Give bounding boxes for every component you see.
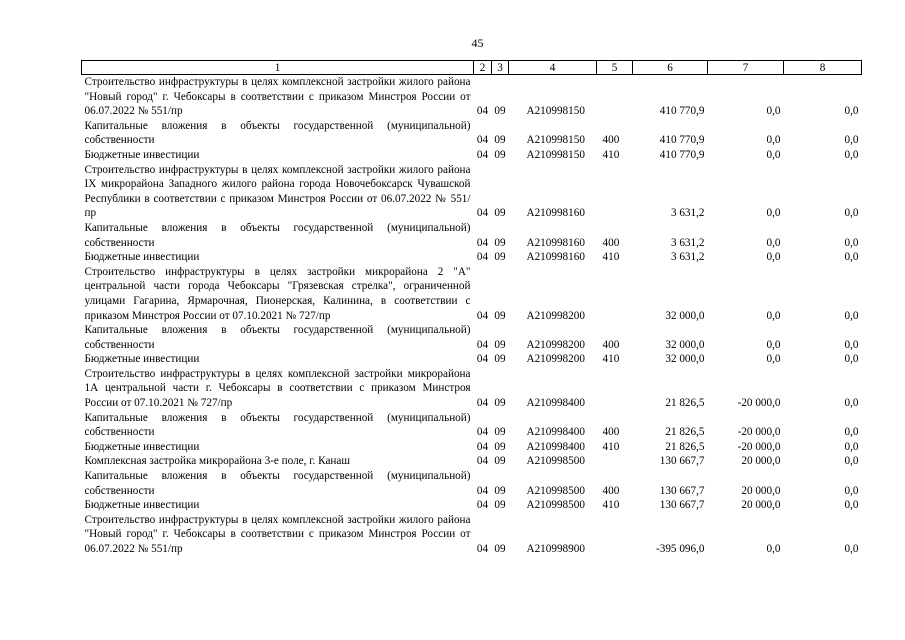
amount-column-7: 0,0 (766, 251, 781, 264)
section-code: 04 (476, 426, 489, 439)
subsection-code: 09 (494, 397, 506, 410)
table-row (82, 163, 862, 221)
amount-column-8: 0,0 (844, 499, 859, 512)
expense-type-code: 400 (602, 236, 620, 249)
row-name: Капитальные вложения в объекты государственной (муниципальной) собственности (84, 119, 471, 147)
column-number: 2 (474, 61, 492, 75)
amount-column-8: 0,0 (844, 134, 859, 147)
column-number: 4 (509, 61, 597, 75)
table-row (82, 367, 862, 411)
row-name: Строительство инфраструктуры в целях комплексной застройки жилого района IX микрорайона Западного жилого района города Новочебоксарск Чувашской Республики в соответствии с приказом Минстроя России от 06.07.2022 № 551/пр (84, 163, 471, 220)
amount-column-8: 0,0 (844, 309, 859, 322)
row-name: Бюджетные инвестиции (84, 499, 200, 512)
section-code: 04 (476, 543, 489, 555)
column-number: 6 (633, 61, 708, 75)
expense-type-code (597, 454, 633, 469)
amount-column-7: 0,0 (766, 236, 781, 249)
amount-column-6: 3 631,2 (670, 236, 705, 249)
amount-column-6: 410 770,9 (659, 148, 705, 161)
amount-column-6: -395 096,0 (656, 543, 705, 555)
table-row (82, 323, 862, 352)
amount-column-7: -20 000,0 (737, 397, 781, 410)
table-row (82, 119, 862, 148)
section-code: 04 (476, 148, 489, 161)
amount-column-8: 0,0 (844, 105, 859, 118)
target-article-code: А210998500 (526, 455, 585, 468)
amount-column-8: 0,0 (844, 148, 859, 161)
target-article-code: А210998150 (526, 134, 585, 147)
amount-column-8: 0,0 (844, 397, 859, 410)
target-article-code: А210998400 (526, 440, 585, 453)
amount-column-8: 0,0 (844, 207, 859, 220)
subsection-code: 09 (494, 440, 506, 453)
target-article-code: А210998200 (526, 338, 585, 351)
expense-type-code: 410 (602, 353, 620, 366)
page-number: 45 (471, 36, 484, 50)
table-row (82, 411, 862, 440)
amount-column-6: 21 826,5 (665, 440, 705, 453)
amount-column-7: -20 000,0 (737, 426, 781, 439)
column-number: 1 (82, 61, 474, 75)
row-name: Комплексная застройка микрорайона 3-е поле, г. Канаш (84, 455, 350, 468)
subsection-code: 09 (494, 543, 506, 555)
table-row (82, 221, 862, 250)
table-row (82, 75, 862, 119)
subsection-code: 09 (494, 353, 506, 366)
amount-column-7: 0,0 (766, 309, 781, 322)
subsection-code: 09 (494, 309, 506, 322)
table-row (82, 513, 862, 557)
amount-column-6: 130 667,7 (659, 455, 705, 468)
amount-column-7: 0,0 (766, 148, 781, 161)
row-name: Капитальные вложения в объекты государственной (муниципальной) собственности (84, 411, 471, 439)
expense-type-code (597, 367, 633, 411)
amount-column-7: 0,0 (766, 105, 781, 118)
section-code: 04 (476, 251, 489, 264)
table-row (82, 148, 862, 163)
target-article-code: А210998500 (526, 484, 585, 497)
section-code: 04 (476, 338, 489, 351)
subsection-code: 09 (494, 426, 506, 439)
section-code: 04 (476, 440, 489, 453)
amount-column-8: 0,0 (844, 236, 859, 249)
subsection-code: 09 (494, 484, 506, 497)
target-article-code: А210998160 (526, 251, 585, 264)
row-name: Строительство инфраструктуры в целях комплексной застройки микрорайона 1А центральной части г. Чебоксары в соответствии с приказом Минстроя России от 07.10.2021 № 727/пр (84, 367, 471, 410)
amount-column-7: 0,0 (766, 353, 781, 366)
budget-table (81, 60, 862, 557)
amount-column-7: 0,0 (766, 134, 781, 147)
table-row (82, 469, 862, 498)
amount-column-8: 0,0 (844, 338, 859, 351)
table-row (82, 250, 862, 265)
amount-column-6: 32 000,0 (665, 309, 705, 322)
row-name: Строительство инфраструктуры в целях застройки микрорайона 2 "А" центральной части города Чебоксары "Грязевская стрелка", ограниченной улицами Гагарина, Ярмарочная, Пионерская, Калинина, в соответствии с приказом Минстроя России от 07.10.2021 № 727/пр (84, 265, 471, 322)
table-row (82, 454, 862, 469)
row-name: Капитальные вложения в объекты государственной (муниципальной) собственности (84, 324, 471, 351)
row-name: Бюджетные инвестиции (84, 148, 200, 161)
table-row (82, 265, 862, 323)
section-code: 04 (476, 499, 489, 512)
section-code: 04 (476, 455, 489, 468)
section-code: 04 (476, 484, 489, 497)
section-code: 04 (476, 105, 489, 118)
amount-column-8: 0,0 (844, 484, 859, 497)
subsection-code: 09 (494, 207, 506, 220)
section-code: 04 (476, 134, 489, 147)
amount-column-6: 130 667,7 (659, 499, 705, 512)
amount-column-8: 0,0 (844, 426, 859, 439)
row-name: Капитальные вложения в объекты государственной (муниципальной) собственности (84, 470, 471, 497)
amount-column-6: 3 631,2 (670, 207, 705, 220)
amount-column-8: 0,0 (844, 251, 859, 264)
amount-column-6: 130 667,7 (659, 484, 705, 497)
amount-column-7: 0,0 (766, 338, 781, 351)
column-number: 3 (492, 61, 509, 75)
expense-type-code (597, 163, 633, 221)
target-article-code: А210998160 (526, 236, 585, 249)
amount-column-6: 21 826,5 (665, 397, 705, 410)
expense-type-code (597, 513, 633, 557)
target-article-code: А210998150 (526, 105, 585, 118)
amount-column-7: 20 000,0 (741, 499, 781, 512)
target-article-code: А210998160 (526, 207, 585, 220)
expense-type-code: 410 (602, 499, 620, 512)
subsection-code: 09 (494, 148, 506, 161)
expense-type-code (597, 75, 633, 119)
subsection-code: 09 (494, 251, 506, 264)
section-code: 04 (476, 309, 489, 322)
target-article-code: А210998400 (526, 426, 585, 439)
amount-column-7: -20 000,0 (737, 440, 781, 453)
table-row (82, 352, 862, 367)
amount-column-8: 0,0 (844, 455, 859, 468)
target-article-code: А210998150 (526, 148, 585, 161)
amount-column-6: 410 770,9 (659, 105, 705, 118)
amount-column-7: 0,0 (766, 543, 781, 555)
subsection-code: 09 (494, 236, 506, 249)
row-name: Бюджетные инвестиции (84, 251, 200, 264)
column-number: 5 (597, 61, 633, 75)
column-number: 8 (784, 61, 862, 75)
row-name: Бюджетные инвестиции (84, 440, 200, 453)
subsection-code: 09 (494, 499, 506, 512)
row-name: Строительство инфраструктуры в целях комплексной застройки жилого района "Новый город" г. Чебоксары в соответствии с приказом Минстроя России от 06.07.2022 № 551/пр (84, 513, 471, 555)
amount-column-7: 20 000,0 (741, 484, 781, 497)
target-article-code: А210998200 (526, 353, 585, 366)
expense-type-code: 410 (602, 148, 620, 161)
expense-type-code: 410 (602, 440, 620, 453)
target-article-code: А210998900 (526, 543, 585, 555)
subsection-code: 09 (494, 105, 506, 118)
target-article-code: А210998500 (526, 499, 585, 512)
row-name: Строительство инфраструктуры в целях комплексной застройки жилого района "Новый город" г. Чебоксары в соответствии с приказом Минстроя России от 06.07.2022 № 551/пр (84, 76, 471, 118)
target-article-code: А210998400 (526, 397, 585, 410)
amount-column-7: 0,0 (766, 207, 781, 220)
expense-type-code: 400 (602, 426, 620, 439)
amount-column-8: 0,0 (844, 543, 859, 555)
section-code: 04 (476, 397, 489, 410)
subsection-code: 09 (494, 455, 506, 468)
row-name: Бюджетные инвестиции (84, 353, 200, 366)
section-code: 04 (476, 236, 489, 249)
column-number: 7 (708, 61, 784, 75)
amount-column-8: 0,0 (844, 440, 859, 453)
expense-type-code: 400 (602, 134, 620, 147)
column-number-row (82, 61, 862, 75)
subsection-code: 09 (494, 134, 506, 147)
table-body (82, 61, 862, 557)
expense-type-code: 400 (602, 338, 620, 351)
expense-type-code: 400 (602, 484, 620, 497)
row-name: Капитальные вложения в объекты государственной (муниципальной) собственности (84, 221, 471, 249)
subsection-code: 09 (494, 338, 506, 351)
expense-type-code: 410 (602, 251, 620, 264)
target-article-code: А210998200 (526, 309, 585, 322)
amount-column-6: 410 770,9 (659, 134, 705, 147)
section-code: 04 (476, 207, 489, 220)
amount-column-6: 3 631,2 (670, 251, 705, 264)
table-row (82, 498, 862, 513)
section-code: 04 (476, 353, 489, 366)
amount-column-6: 21 826,5 (665, 426, 705, 439)
amount-column-7: 20 000,0 (741, 455, 781, 468)
amount-column-8: 0,0 (844, 353, 859, 366)
expense-type-code (597, 265, 633, 323)
table-row (82, 440, 862, 455)
amount-column-6: 32 000,0 (665, 353, 705, 366)
amount-column-6: 32 000,0 (665, 338, 705, 351)
